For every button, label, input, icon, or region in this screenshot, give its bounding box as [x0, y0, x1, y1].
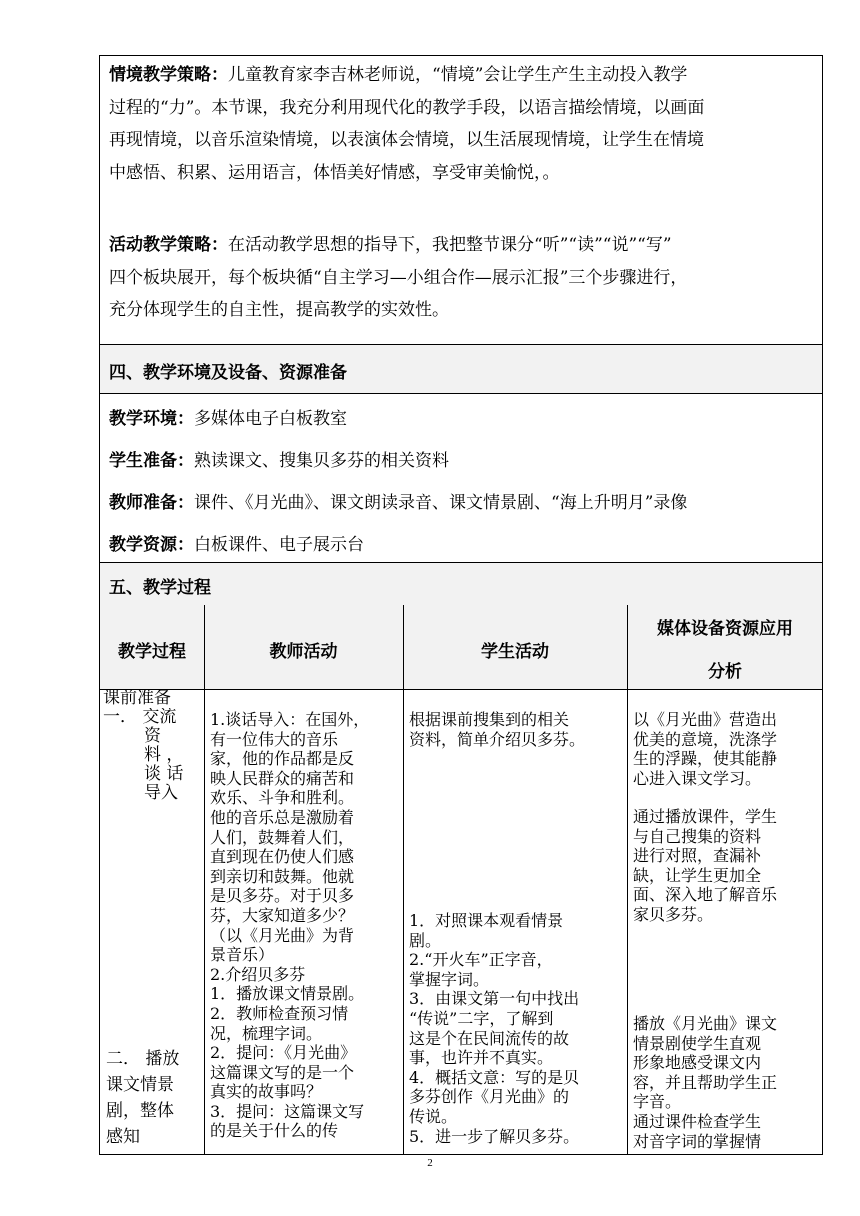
section-5-title: 五、教学过程	[109, 578, 211, 598]
teacher-line: 况，梳理字词。	[210, 1023, 323, 1043]
column-divider	[403, 605, 404, 1155]
stage-1-line: 一． 交流	[103, 708, 177, 727]
situational-line-4: 中感悟、积累、运用语言，体悟美好情感，享受审美愉悦，。	[109, 162, 560, 183]
student-line: 2.“开火车”正字音，	[409, 950, 553, 970]
media-line: 通过课件检查学生	[633, 1111, 762, 1131]
media-line: 进行对照，查漏补	[633, 846, 762, 866]
student-prep-label: 学生准备：	[109, 451, 194, 471]
section-4-title: 四、教学环境及设备、资源准备	[109, 363, 347, 383]
student-prep-row	[109, 446, 449, 471]
student-line: 剧。	[409, 930, 442, 950]
student-line: 传说。	[409, 1106, 458, 1126]
media-analysis-1	[633, 710, 821, 788]
teacher-line: 欢乐、斗争和胜利。	[210, 788, 355, 808]
media-line: 情景剧使学生直观	[633, 1033, 762, 1053]
student-line: 这是个在民间流传的故	[409, 1028, 570, 1048]
stage-1-line: 谈 话	[144, 764, 184, 784]
teacher-line: 人们，鼓舞着人们，	[210, 827, 355, 847]
student-line: 4．概括文意：写的是贝	[409, 1067, 580, 1087]
teacher-prep-value: 课件、《月光曲》、课文朗读录音、课文情景剧、“海上升明月”录像	[194, 493, 688, 513]
stage-1-line: 资	[144, 726, 161, 746]
stage-pre-label: 课前准备	[103, 689, 171, 708]
media-line: 生的浮躁，使其能静	[633, 749, 778, 769]
activity-strategy-label: 活动教学策略：	[109, 235, 228, 255]
activity-strategy-paragraph	[109, 229, 813, 327]
teacher-line: 映人民群众的痛苦和	[210, 768, 355, 788]
header-analysis: 分析	[708, 662, 742, 682]
student-line: “传说”二字，了解到	[409, 1008, 554, 1028]
media-line: 面、深入地了解音乐	[633, 885, 778, 905]
stage-1-line: 导入	[144, 783, 178, 803]
media-line: 以《月光曲》营造出	[633, 710, 778, 729]
teacher-line: 有一位伟大的音乐	[210, 729, 339, 749]
section-4-header	[100, 344, 822, 393]
situational-strategy-label: 情境教学策略：	[109, 65, 228, 85]
student-line: 多芬创作《月光曲》的	[409, 1087, 570, 1107]
media-analysis-3	[633, 1014, 821, 1155]
teacher-line: 芬，大家知道多少？	[210, 905, 355, 925]
document-table-frame	[99, 55, 823, 1155]
situational-line-3: 再现情境，以音乐渲染情境，以表演体会情境，以生活展现情境，让学生在情境	[109, 130, 704, 150]
media-line: 家贝多芬。	[633, 904, 714, 924]
activity-line-3: 充分体现学生的自主性，提高教学的实效性。	[109, 300, 449, 320]
divider	[100, 393, 822, 394]
teacher-line: 1．播放课文情景剧。	[210, 984, 365, 1004]
stage-2-line: 剧，整体	[106, 1101, 174, 1121]
divider	[100, 344, 822, 345]
stage-1	[103, 708, 201, 803]
media-line: 心进入课文学习。	[633, 768, 762, 788]
activity-line-2: 四个板块展开，每个板块循“自主学习—小组合作—展示汇报”三个步骤进行，	[109, 267, 688, 288]
header-media-resources: 媒体设备资源应用	[657, 619, 793, 639]
media-line: 形象地感受课文内	[633, 1053, 762, 1073]
media-line: 字音。	[633, 1092, 682, 1112]
media-analysis-2	[633, 807, 821, 925]
teacher-line: 2．提问：《月光曲》	[210, 1043, 357, 1063]
teacher-line: 是贝多芬。对于贝多	[210, 886, 355, 906]
env-label: 教学环境：	[109, 409, 194, 429]
teacher-line: 2．教师检查预习情	[210, 1003, 349, 1023]
env-value: 多媒体电子白板教室	[194, 409, 347, 429]
student-line: 3．由课文第一句中找出	[409, 989, 580, 1009]
situational-line-2: 过程的“力”。本节课，我充分利用现代化的教学手段，以语言描绘情境，以画面	[109, 97, 705, 118]
teacher-line: （以《月光曲》为背	[210, 925, 355, 945]
student-line: 1．对照课本观看情景	[409, 911, 564, 930]
teacher-line: 3．提问：这篇课文写	[210, 1101, 365, 1121]
column-divider	[204, 605, 205, 1155]
header-student-activity: 学生活动	[481, 642, 549, 662]
divider	[100, 562, 822, 563]
stage-2-line: 课文情景	[106, 1075, 174, 1095]
stage-2-line: 二． 播放	[106, 1049, 180, 1069]
teacher-line: 2.介绍贝多芬	[210, 964, 306, 984]
stage-2-line: 感知	[106, 1127, 140, 1147]
divider	[100, 689, 822, 690]
media-line: 缺，让学生更加全	[633, 865, 762, 885]
student-activity-steps	[409, 911, 625, 1155]
section-5-header	[100, 562, 822, 605]
header-teaching-process: 教学过程	[118, 642, 186, 662]
stage-2	[106, 1046, 201, 1150]
student-line: 5．进一步了解贝多芬。	[409, 1126, 580, 1146]
teacher-line: 他的音乐总是激励着	[210, 807, 355, 827]
page-number: 2	[427, 1157, 433, 1169]
media-line: 优美的意境，洗涤学	[633, 729, 778, 749]
activity-line-1: 在活动教学思想的指导下，我把整节课分“听”“读”“说”“写”	[228, 235, 672, 255]
teacher-line: 这篇课文写的是一个	[210, 1062, 355, 1082]
student-line: 掌握字词。	[409, 969, 490, 989]
media-line: 对音字词的掌握情	[633, 1131, 762, 1151]
media-line: 通过播放课件，学生	[633, 807, 778, 826]
teacher-activity-cell	[210, 710, 400, 1155]
teacher-line: 直到现在仍使人们感	[210, 847, 355, 867]
stage-1-line: 料 ，	[144, 745, 184, 765]
resources-value: 白板课件、电子展示台	[194, 535, 364, 555]
teacher-prep-row	[109, 488, 687, 513]
student-line: 事，也许并不真实。	[409, 1048, 554, 1068]
env-row	[109, 404, 347, 429]
column-divider	[627, 605, 628, 1155]
header-teacher-activity: 教师活动	[269, 642, 338, 662]
media-line: 与自己搜集的资料	[633, 826, 762, 846]
teacher-line: 到亲切和鼓舞。他就	[210, 866, 355, 886]
media-line: 播放《月光曲》课文	[633, 1014, 778, 1033]
student-prep-value: 熟读课文、搜集贝多芬的相关资料	[194, 451, 449, 471]
teacher-line: 家，他的作品都是反	[210, 749, 355, 769]
situational-line-1: 儿童教育家李吉林老师说，“情境”会让学生产生主动投入教学	[228, 65, 688, 85]
teacher-prep-label: 教师准备：	[109, 493, 194, 513]
student-line: 资料，简单介绍贝多芬。	[409, 729, 586, 749]
teacher-line: 景音乐）	[210, 945, 275, 965]
situational-strategy-paragraph	[109, 59, 813, 189]
student-activity-intro	[409, 710, 625, 749]
resources-row	[109, 530, 364, 555]
teacher-line: 的是关于什么的传	[210, 1121, 339, 1141]
resources-label: 教学资源：	[109, 535, 194, 555]
teacher-line: 真实的故事吗？	[210, 1082, 323, 1102]
media-line: 容，并且帮助学生正	[633, 1072, 778, 1092]
teacher-line: 1.谈话导入：在国外，	[210, 710, 370, 729]
student-line: 根据课前搜集到的相关	[409, 710, 570, 729]
